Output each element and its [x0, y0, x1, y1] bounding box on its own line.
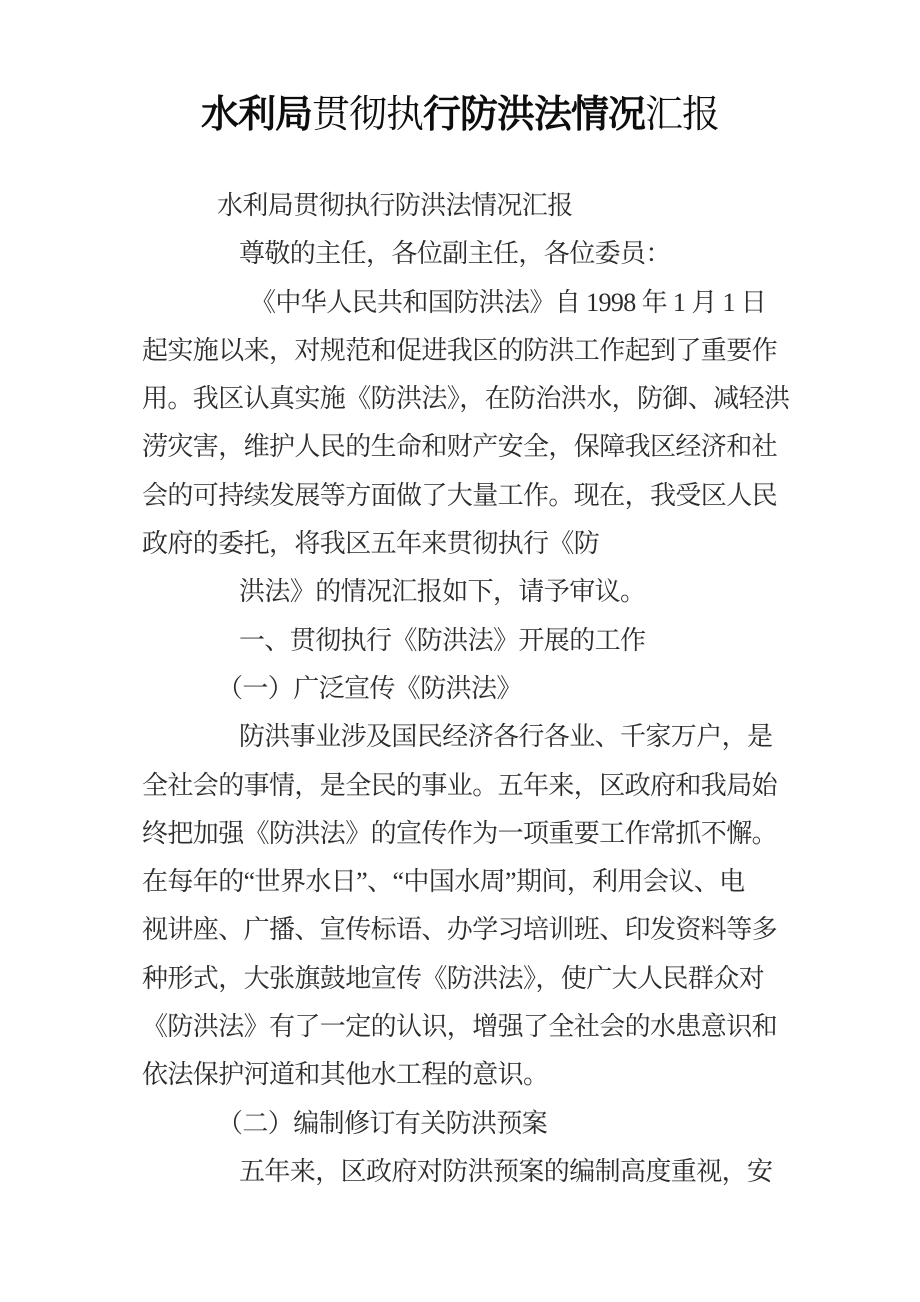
text-line: 水利局贯彻执行防洪法情况汇报: [217, 191, 573, 220]
text-line: 会的可持续发展等方面做了大量工作。现在，我受区人民: [142, 480, 778, 510]
text-line: 洪法》的情况汇报如下，请予审议。: [239, 577, 646, 607]
title-segment: 水利局: [200, 94, 312, 136]
text-line: 政府的委托，将我区五年来贯彻执行《防: [142, 529, 600, 559]
text-line: 依法保护河道和其他水工程的意识。: [142, 1060, 549, 1090]
title-segment: 行防洪法情况: [423, 94, 646, 136]
title-segment: 贯彻执: [311, 94, 423, 136]
text-line: 种形式，大张旗鼓地宣传《防洪法》，使广大人民群众对: [142, 963, 765, 993]
text-line: 防洪事业涉及国民经济各行各业、千家万户，是: [239, 722, 773, 752]
text-line: 起实施以来，对规范和促进我区的防洪工作起到了重要作: [142, 335, 778, 365]
text-line: 尊敬的主任，各位副主任，各位委员：: [239, 239, 671, 269]
text-line: 终把加强《防洪法》的宣传作为一项重要工作常抓不懈。: [142, 818, 778, 848]
text-line: 全社会的事情，是全民的事业。五年来，区政府和我局始: [142, 770, 778, 800]
text-line: 五年来，区政府对防洪预案的编制高度重视，安: [239, 1156, 773, 1186]
text-line: 涝灾害，维护人民的生命和财产安全，保障我区经济和社: [142, 432, 778, 462]
text-line: 视讲座、广播、宣传标语、办学习培训班、印发资料等多: [142, 915, 778, 945]
text-line: 《防洪法》有了一定的认识，增强了全社会的水患意识和: [142, 1012, 778, 1042]
text-line: （二）编制修订有关防洪预案: [217, 1108, 548, 1138]
text-line: 用。我区认真实施《防洪法》，在防治洪水，防御、减轻洪: [142, 384, 790, 414]
text-line: 《中华人民共和国防洪法》自 1998 年 1 月 1 日: [250, 287, 767, 317]
text-line: 一、贯彻执行《防洪法》开展的工作: [239, 625, 646, 655]
document-title: [0, 0, 920, 146]
title-segment: 汇报: [645, 94, 720, 136]
text-line: （一）广泛宣传《防洪法》: [217, 673, 522, 703]
text-line: 在每年的“世界水日”、“中国水周”期间，利用会议、电: [142, 867, 745, 897]
document-body: [142, 182, 802, 1196]
